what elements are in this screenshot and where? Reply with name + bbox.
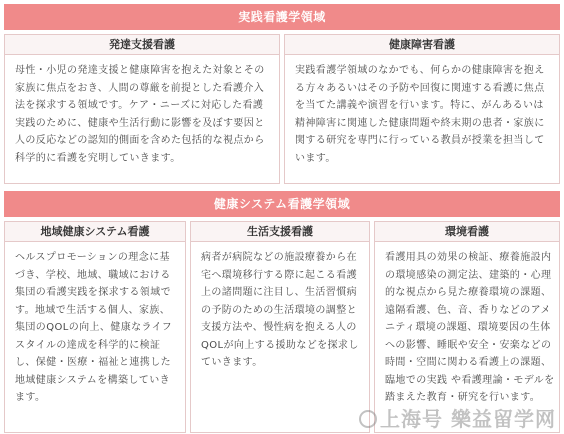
description-line: QOLが向上する援助などを探求し bbox=[201, 339, 359, 351]
column-developmental-support bbox=[4, 34, 280, 184]
watermark bbox=[359, 403, 556, 432]
description-line: 母性・小児の発達支援と健康障害を抱えた対象とその bbox=[15, 65, 265, 76]
description-line: 臨地での実践 や看護理論・モデルを bbox=[385, 374, 555, 386]
description-line: ヘルスプロモーションの理念に基 bbox=[15, 252, 170, 263]
description-line: 踏まえた教育・研究を行います。 bbox=[385, 392, 541, 403]
description-line: 実践のために、健康や生活行動に影響を及ぼす要因と bbox=[15, 117, 265, 129]
description-line: 宅へ環境移行する際に起こる看護 bbox=[201, 269, 357, 281]
description-line: す。地域で生活する個人、家族、 bbox=[15, 304, 171, 316]
description-line: の環境感染の測定法、建築的・心理 bbox=[385, 269, 552, 281]
column-heading: 生活支援看護 bbox=[191, 222, 369, 242]
column-environmental-nursing bbox=[374, 221, 560, 433]
section-title-health-system-nursing: 健康システム看護学領域 bbox=[4, 191, 560, 217]
description-line: の予防のための生活環境の調整と bbox=[201, 304, 357, 316]
wechat-icon bbox=[359, 410, 377, 428]
column-description bbox=[375, 242, 559, 413]
column-heading: 発達支援看護 bbox=[5, 35, 279, 55]
column-heading: 環境看護 bbox=[375, 222, 559, 242]
description-line: います。 bbox=[295, 152, 336, 164]
description-line: 法を探求する領域です。ケア・ニーズに対応した看護 bbox=[15, 100, 264, 111]
description-line: 地域健康システムを構築していき bbox=[15, 374, 170, 386]
description-line: づき、学校、地域、職域における bbox=[15, 269, 171, 281]
description-line: 時間・空間に関わる看護上の課題、 bbox=[385, 357, 552, 368]
description-line: 家族に焦点をおき、人間の尊厳を前提とした看護介入 bbox=[15, 82, 265, 94]
column-description bbox=[285, 55, 559, 173]
description-line: への影響、睡眠や安全・安楽などの bbox=[385, 339, 552, 351]
description-line: 的な視点から見た療養環境の課題、 bbox=[385, 287, 552, 298]
column-community-health-system bbox=[4, 221, 186, 433]
description-line: を当てた講義や演習を行います。特に、がんあるいは bbox=[295, 100, 544, 111]
column-heading: 健康障害看護 bbox=[285, 35, 559, 55]
column-life-support bbox=[190, 221, 370, 433]
description-line: 実践看護学領域のなかでも、何らかの健康障害を抱え bbox=[295, 65, 545, 76]
description-line: スタイルの達成を科学的に検証 bbox=[15, 339, 161, 351]
description-line: 集団のQOLの向上、健康なライフ bbox=[15, 322, 173, 333]
description-line: 人の反応などの認知的側面を含めた包括的な視点から bbox=[15, 135, 265, 146]
column-health-disorder bbox=[284, 34, 560, 184]
column-heading: 地域健康システム看護 bbox=[5, 222, 185, 242]
description-line: 遠隔看護、色、音、香りなどのアメ bbox=[385, 304, 551, 316]
column-description bbox=[191, 242, 369, 378]
description-line: 看護用具の効果の検証、療養施設内 bbox=[385, 252, 552, 263]
description-line: ます。 bbox=[15, 392, 46, 403]
description-line: 支援方法や、慢性病を抱える人の bbox=[201, 322, 357, 333]
description-line: 集団の看護実践を探求する領域で bbox=[15, 287, 171, 298]
description-line: 精神障害に関連した健康問題や終末期の患者・家族に bbox=[295, 117, 545, 129]
column-description bbox=[5, 242, 185, 413]
description-line: 病者が病院などの施設療養から在 bbox=[201, 252, 357, 263]
description-line: 上の諸問題に注目し、生活習慣病 bbox=[201, 287, 357, 298]
description-line: し、保健・医療・福祉と連携した bbox=[15, 357, 171, 368]
description-line: る方々あるいはその予防や回復に関連する看護に焦点 bbox=[295, 82, 545, 94]
description-line: 関する研究を専門に行っている教員が授業を担当して bbox=[295, 135, 545, 146]
watermark-text: 上海号 樂益留学网 bbox=[380, 407, 556, 431]
section-title-practical-nursing: 実践看護学領域 bbox=[4, 4, 560, 30]
description-line: 科学的に看護を究明していきます。 bbox=[15, 152, 181, 164]
description-line: ていきます。 bbox=[201, 357, 263, 368]
column-description bbox=[5, 55, 279, 173]
description-line: ニティ環境の課題、環境要因の生体 bbox=[385, 322, 551, 333]
